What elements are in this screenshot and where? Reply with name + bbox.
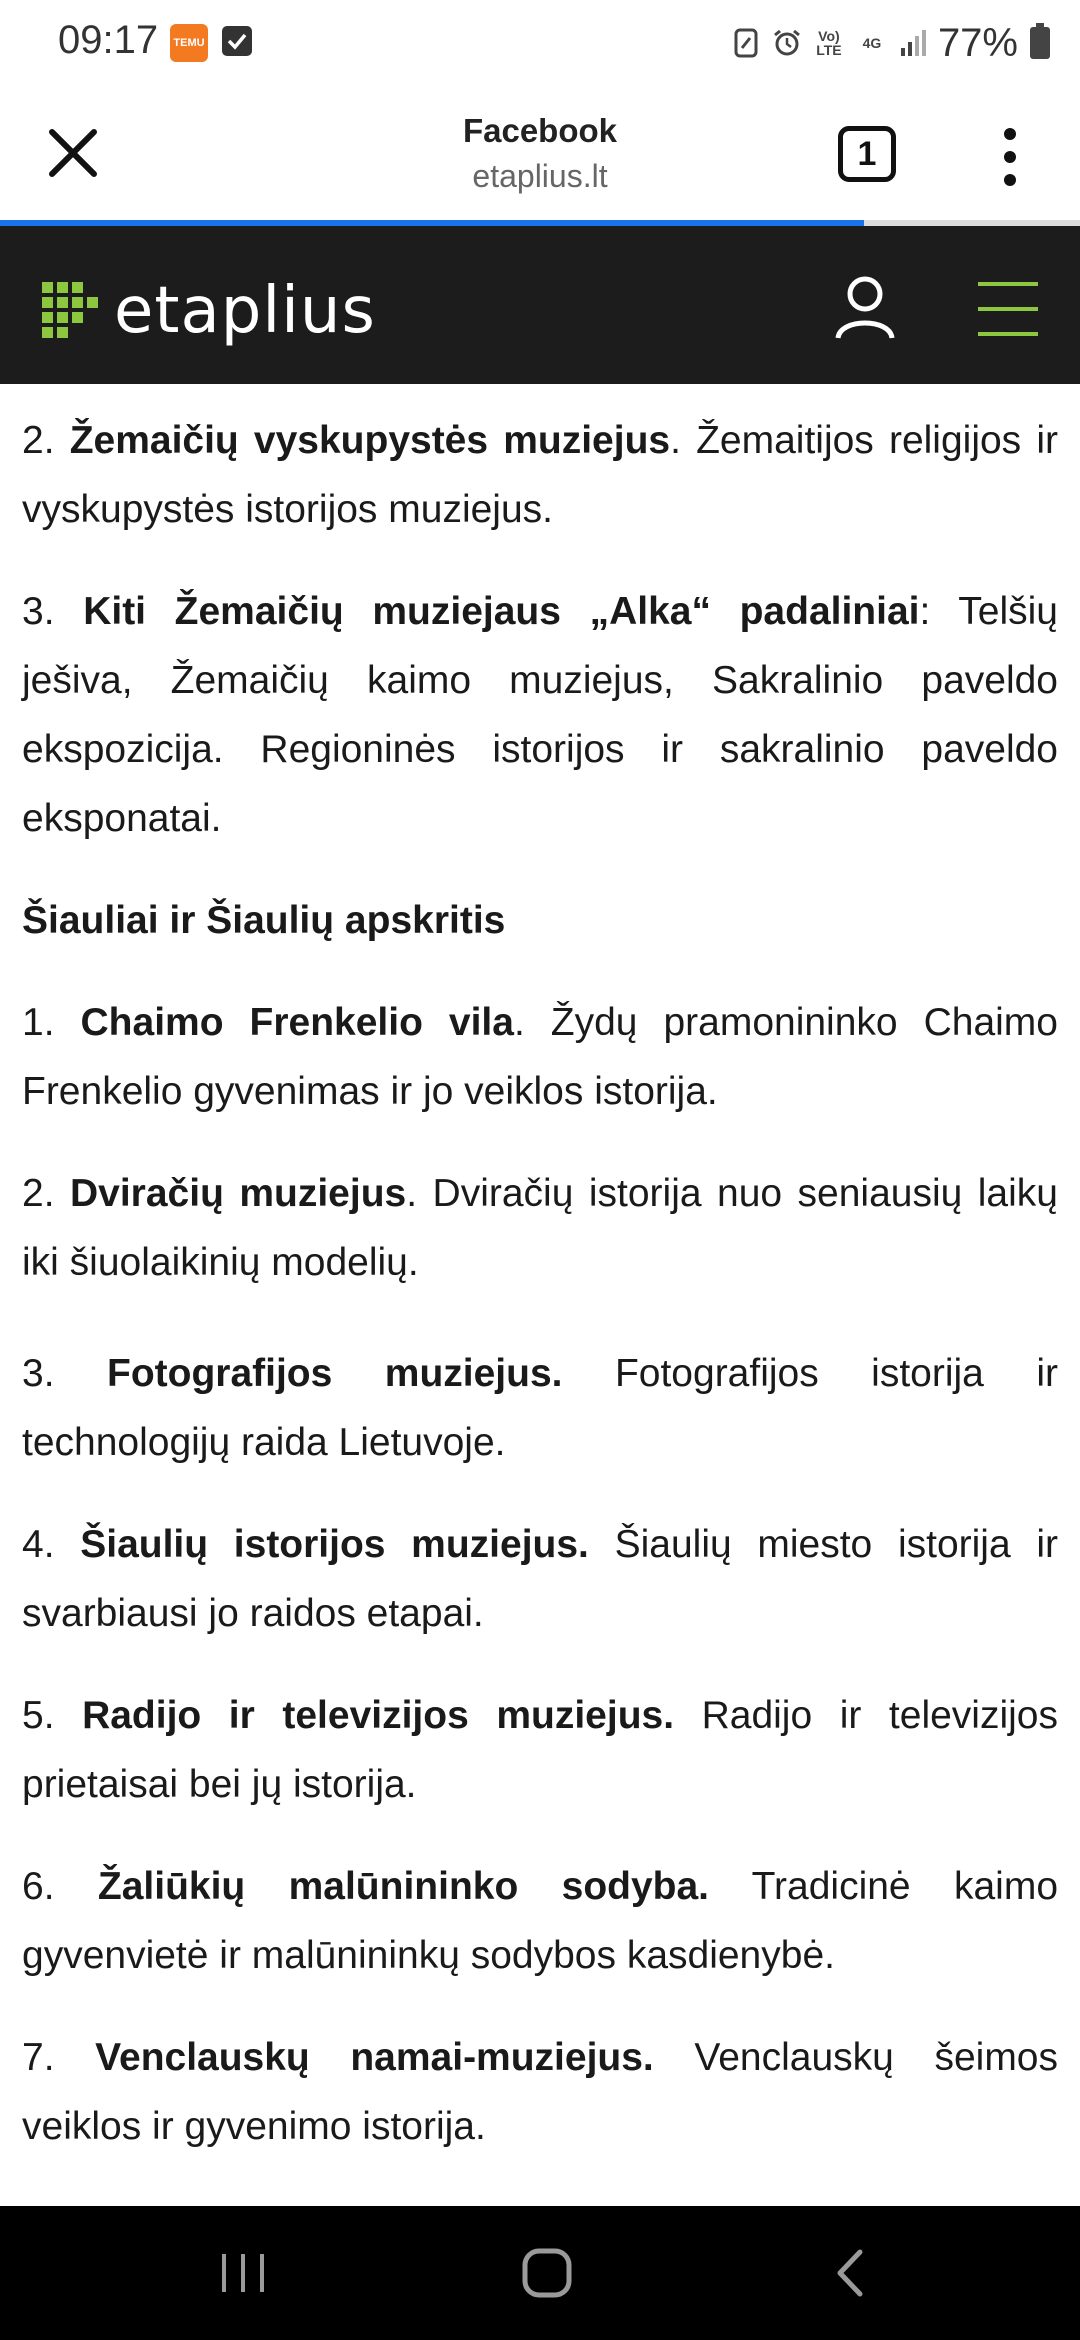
item-title: Dviračių muziejus bbox=[69, 1172, 407, 1215]
item-text: . Žemaitijos religijos ir vyskupystės istorijos muziejus. bbox=[22, 419, 1058, 531]
status-time: 09:17 bbox=[58, 18, 159, 62]
item-number: 1. bbox=[22, 1001, 81, 1044]
home-icon[interactable] bbox=[520, 2246, 574, 2300]
item-text: : Telšių ješiva, Žemaičių kaimo muziejus, Sakralinio paveldo ekspozicija. Regioninės istorijos ir sakralinio paveldo eksponatai. bbox=[22, 590, 1058, 840]
item-title: Fotografijos muziejus. bbox=[107, 1352, 563, 1395]
list-item bbox=[22, 1510, 1058, 1648]
item-title: Venclauskų namai-muziejus. bbox=[95, 2036, 654, 2079]
item-title: Kiti Žemaičių muziejaus „Alka“ padaliniai bbox=[83, 590, 920, 633]
item-text: Fotografijos istorija ir technologijų raida Lietuvoje. bbox=[22, 1352, 1058, 1464]
item-title: Žemaičių vyskupystės muziejus bbox=[69, 419, 671, 462]
item-title: Žaliūkių malūnininko sodyba. bbox=[97, 1865, 710, 1908]
tabs-button[interactable]: 1 bbox=[838, 126, 896, 182]
list-item bbox=[22, 406, 1058, 544]
site-logo[interactable] bbox=[42, 274, 376, 348]
logo-text: etaplius bbox=[114, 274, 376, 348]
item-number: 2. bbox=[22, 419, 70, 462]
volte-indicator: Vo) LTE bbox=[816, 28, 842, 58]
item-title: Šiaulių istorijos muziejus. bbox=[80, 1523, 589, 1566]
item-text: Venclauskų šeimos veiklos ir gyvenimo istorija. bbox=[22, 2036, 1058, 2148]
status-bar bbox=[0, 0, 1080, 86]
list-item bbox=[22, 1681, 1058, 1819]
list-item bbox=[22, 1852, 1058, 1990]
item-number: 3. bbox=[22, 1352, 107, 1395]
section-heading: Šiauliai ir Šiaulių apskritis bbox=[22, 899, 506, 942]
item-number: 4. bbox=[22, 1523, 81, 1566]
more-vert-icon bbox=[990, 124, 1030, 190]
logo-mark-icon bbox=[42, 282, 100, 340]
list-item bbox=[22, 577, 1058, 853]
user-icon bbox=[834, 274, 896, 340]
item-text: Šiaulių miesto istorija ir svarbiausi jo raidos etapai. bbox=[22, 1523, 1058, 1635]
item-text: . Dviračių istorija nuo seniausių laikų iki šiuolaikinių modelių. bbox=[22, 1172, 1058, 1284]
system-navigation-bar bbox=[0, 2206, 1080, 2340]
list-item bbox=[22, 988, 1058, 1126]
user-account-button[interactable] bbox=[834, 274, 896, 340]
recent-apps-icon[interactable] bbox=[218, 2250, 268, 2296]
site-header bbox=[0, 226, 1080, 384]
alarm-icon bbox=[772, 28, 800, 58]
article-body bbox=[22, 384, 1058, 2161]
hamburger-menu-button[interactable] bbox=[978, 280, 1038, 338]
item-number: 6. bbox=[22, 1865, 98, 1908]
item-title: Radijo ir televizijos muziejus. bbox=[82, 1694, 675, 1737]
browser-toolbar bbox=[0, 86, 1080, 220]
item-number: 7. bbox=[22, 2036, 96, 2079]
status-icons bbox=[732, 20, 1050, 66]
item-number: 3. bbox=[22, 590, 84, 633]
nfc-icon bbox=[732, 28, 760, 58]
battery-percent: 77% bbox=[937, 20, 1018, 65]
hamburger-menu-icon bbox=[978, 280, 1038, 338]
back-icon[interactable] bbox=[830, 2246, 870, 2300]
list-item bbox=[22, 2023, 1058, 2161]
battery-icon bbox=[1030, 27, 1050, 59]
item-text: Tradicinė kaimo gyvenvietė ir malūnininkų sodybos kasdienybė. bbox=[22, 1865, 1059, 1977]
temu-notification-icon: TEMU bbox=[170, 24, 208, 62]
list-item bbox=[22, 1339, 1058, 1477]
more-options-button[interactable] bbox=[990, 124, 1030, 190]
item-number: 5. bbox=[22, 1694, 83, 1737]
checkbox-notification-icon bbox=[222, 26, 252, 56]
item-title: Chaimo Frenkelio vila bbox=[80, 1001, 514, 1044]
signal-icon bbox=[898, 28, 926, 58]
page-title: Facebook bbox=[462, 112, 618, 149]
network-4g-indicator: 4G bbox=[862, 35, 882, 51]
item-text: . Žydų pramonininko Chaimo Frenkelio gyvenimas ir jo veiklos istorija. bbox=[22, 1001, 1058, 1113]
list-item bbox=[22, 1159, 1058, 1297]
page-url[interactable]: etaplius.lt bbox=[472, 158, 608, 194]
item-number: 2. bbox=[22, 1172, 70, 1215]
item-text: Radijo ir televizijos prietaisai bei jų istorija. bbox=[22, 1694, 1058, 1806]
